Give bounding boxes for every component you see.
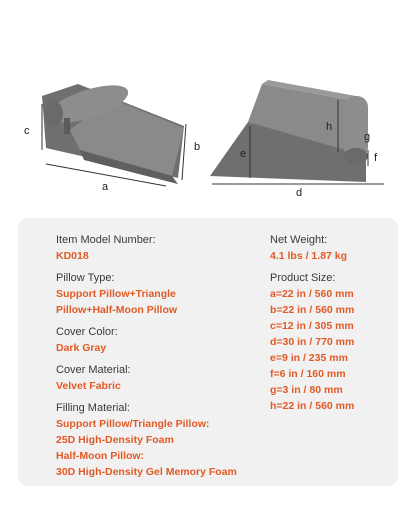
dim-label-f: f	[374, 152, 378, 164]
dim-label-e: e	[240, 148, 247, 160]
product-size-line: a=22 in / 560 mm	[270, 288, 354, 300]
left-pillow-set	[42, 78, 184, 184]
dim-label-d: d	[296, 187, 303, 199]
product-size-label: Product Size:	[270, 272, 336, 284]
filling-material-line: Half-Moon Pillow:	[56, 450, 145, 462]
net-weight-label: Net Weight:	[270, 234, 328, 246]
pillow-type-line: Pillow+Half-Moon Pillow	[56, 304, 178, 316]
product-size-line: h=22 in / 560 mm	[270, 400, 355, 412]
filling-material-line: 25D High-Density Foam	[56, 434, 174, 446]
dim-label-c: c	[24, 125, 30, 137]
model-value: KD018	[56, 250, 89, 262]
filling-material-label: Filling Material:	[56, 402, 130, 414]
product-size-line: e=9 in / 235 mm	[270, 352, 348, 364]
model-label: Item Model Number:	[56, 234, 156, 246]
spec-column-right	[270, 232, 398, 414]
product-illustration	[0, 0, 416, 214]
spec-card	[18, 218, 398, 486]
right-cylinder-end	[344, 148, 368, 164]
filling-material-line: 30D High-Density Gel Memory Foam	[56, 466, 237, 478]
dim-label-a: a	[102, 181, 109, 193]
cover-color-value: Dark Gray	[56, 342, 107, 354]
pillow-type-label: Pillow Type:	[56, 272, 115, 284]
product-size-line: g=3 in / 80 mm	[270, 384, 343, 396]
product-size-line: f=6 in / 160 mm	[270, 368, 346, 380]
product-size-line: d=30 in / 770 mm	[270, 336, 355, 348]
net-weight-value: 4.1 lbs / 1.87 kg	[270, 250, 348, 262]
left-roll-end	[45, 101, 63, 127]
cover-material-value: Velvet Fabric	[56, 380, 121, 392]
product-size-line: b=22 in / 560 mm	[270, 304, 355, 316]
spec-column-left	[56, 232, 276, 480]
product-images	[0, 0, 416, 214]
cover-color-label: Cover Color:	[56, 326, 118, 338]
right-pillow-set	[210, 80, 371, 182]
left-strap	[64, 118, 70, 134]
filling-material-line: Support Pillow/Triangle Pillow:	[56, 418, 210, 430]
dim-label-h: h	[326, 121, 333, 133]
pillow-type-line: Support Pillow+Triangle	[56, 288, 176, 300]
cover-material-label: Cover Material:	[56, 364, 131, 376]
product-size-line: c=12 in / 305 mm	[270, 320, 354, 332]
dim-label-g: g	[364, 131, 371, 143]
dim-label-b: b	[194, 141, 201, 153]
